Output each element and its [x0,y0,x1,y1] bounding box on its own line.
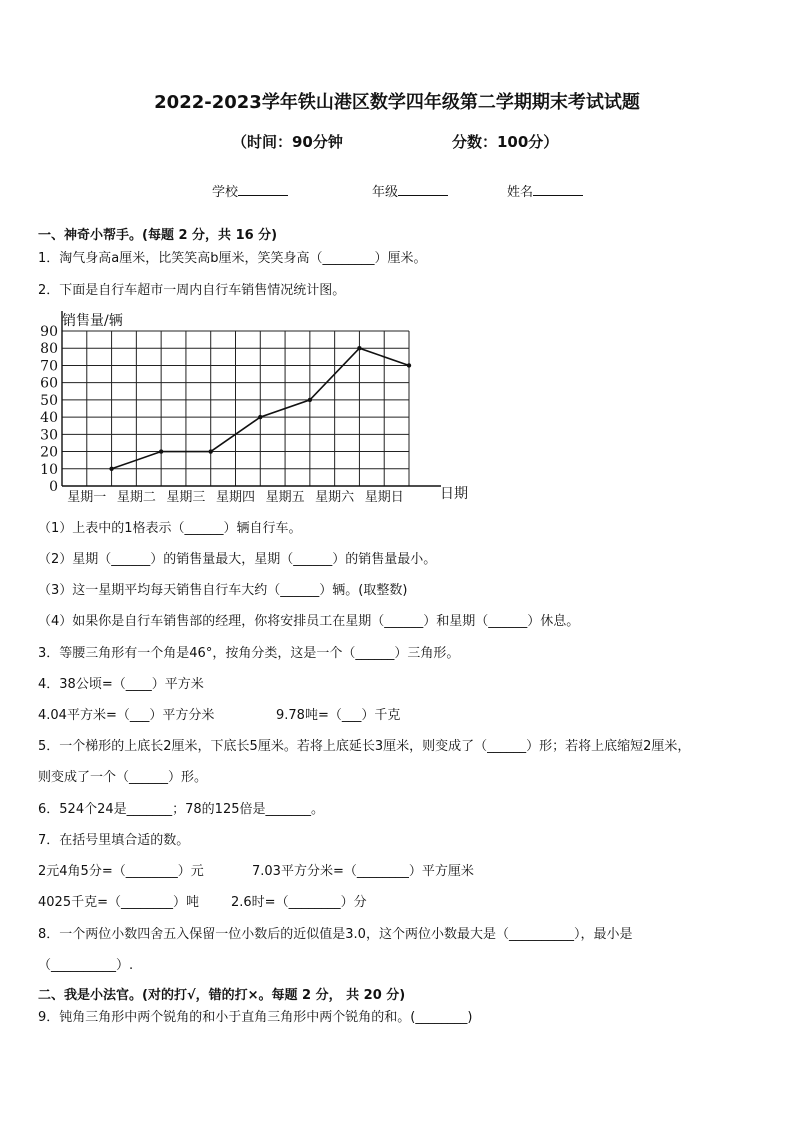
chart-x-categories [67,490,403,505]
x-category-label: 星期日 [364,490,404,505]
data-point [308,398,312,402]
data-point [258,415,262,419]
question-2-1: （1）上表中的1格表示（______）辆自行车。 [38,521,302,536]
y-tick-label: 70 [40,358,58,375]
question-2-2: （2）星期（______）的销售量最大，星期（______）的销售量最小。 [38,552,437,567]
grade-field[interactable] [372,181,448,200]
grade-blank[interactable] [398,183,448,196]
x-category-label: 星期三 [166,490,206,505]
question-2: 2．下面是自行车超市一周内自行车销售情况统计图。 [38,283,346,298]
question-4c: 9.78吨=（___）千克 [276,708,401,723]
question-3: 3．等腰三角形有一个角是46°，按角分类，这是一个（______）三角形。 [38,646,460,661]
question-5a: 5．一个梯形的上底长2厘米，下底长5厘米。若将上底延长3厘米，则变成了（______）形；若将上底缩短2厘米， [38,739,691,754]
x-category-label: 星期四 [215,490,256,505]
question-9: 9．钝角三角形中两个锐角的和小于直角三角形中两个锐角的和。(________) [38,1010,473,1025]
data-point [109,467,113,471]
question-4a: 4．38公顷=（____）平方米 [38,677,204,692]
question-7c: 4025千克=（________）吨 [38,895,199,910]
sales-line-chart [34,306,474,506]
page-title: 2022-2023学年铁山港区数学四年级第二学期期末考试试题 [154,92,640,113]
exam-time: （时间：90分钟 [232,133,343,151]
data-point [209,449,213,453]
x-category-label: 星期二 [116,490,156,505]
data-point [159,449,163,453]
question-1: 1．淘气身高a厘米，比笑笑高b厘米，笑笑身高（________）厘米。 [38,251,427,266]
question-8a: 8．一个两位小数四舍五入保留一位小数后的近似值是3.0，这个两位小数最大是（__________），最小是 [38,927,633,942]
school-blank[interactable] [238,183,288,196]
data-point [357,346,361,350]
name-blank[interactable] [533,183,583,196]
y-tick-label: 0 [49,479,58,495]
y-tick-label: 40 [40,410,58,427]
y-tick-label: 50 [40,392,58,409]
question-5b: 则变成了一个（______）形。 [38,770,208,785]
y-tick-label: 10 [40,461,58,478]
grade-label: 年级 [372,185,399,200]
x-category-label: 星期五 [265,490,305,505]
question-7a: 2元4角5分=（________）元 [38,864,204,879]
name-label: 姓名 [507,185,534,200]
chart-grid [62,311,441,486]
section-2-heading: 二、我是小法官。(对的打√，错的打×。每题 2 分， 共 20 分) [38,988,406,1003]
school-label: 学校 [212,185,239,200]
question-7d: 2.6时=（________）分 [231,895,367,910]
chart-x-label: 日期 [440,486,468,502]
name-field[interactable] [507,181,583,200]
question-2-4: （4）如果你是自行车销售部的经理，你将安排员工在星期（______）和星期（______）休息。 [38,614,580,629]
x-category-label: 星期一 [67,490,107,505]
section-1-heading: 一、神奇小帮手。(每题 2 分，共 16 分) [38,228,278,243]
y-tick-label: 30 [40,427,58,444]
question-8b: （__________）. [38,958,134,973]
y-tick-label: 80 [40,341,58,358]
question-2-3: （3）这一星期平均每天销售自行车大约（______）辆。(取整数) [38,583,408,598]
question-4b: 4.04平方米=（___）平方分米 [38,708,215,723]
chart-y-label: 销售量/辆 [62,313,123,329]
exam-score: 分数：100分） [452,133,559,151]
school-field[interactable] [212,181,288,200]
question-7: 7．在括号里填合适的数。 [38,833,190,848]
x-category-label: 星期六 [315,490,355,505]
question-7b: 7.03平方分米=（________）平方厘米 [252,864,474,879]
data-point [407,363,411,367]
chart-y-ticks [40,324,58,495]
y-tick-label: 60 [40,375,58,392]
y-tick-label: 20 [40,444,58,461]
question-6: 6．524个24是_______；78的125倍是_______。 [38,802,324,817]
y-tick-label: 90 [40,324,58,340]
